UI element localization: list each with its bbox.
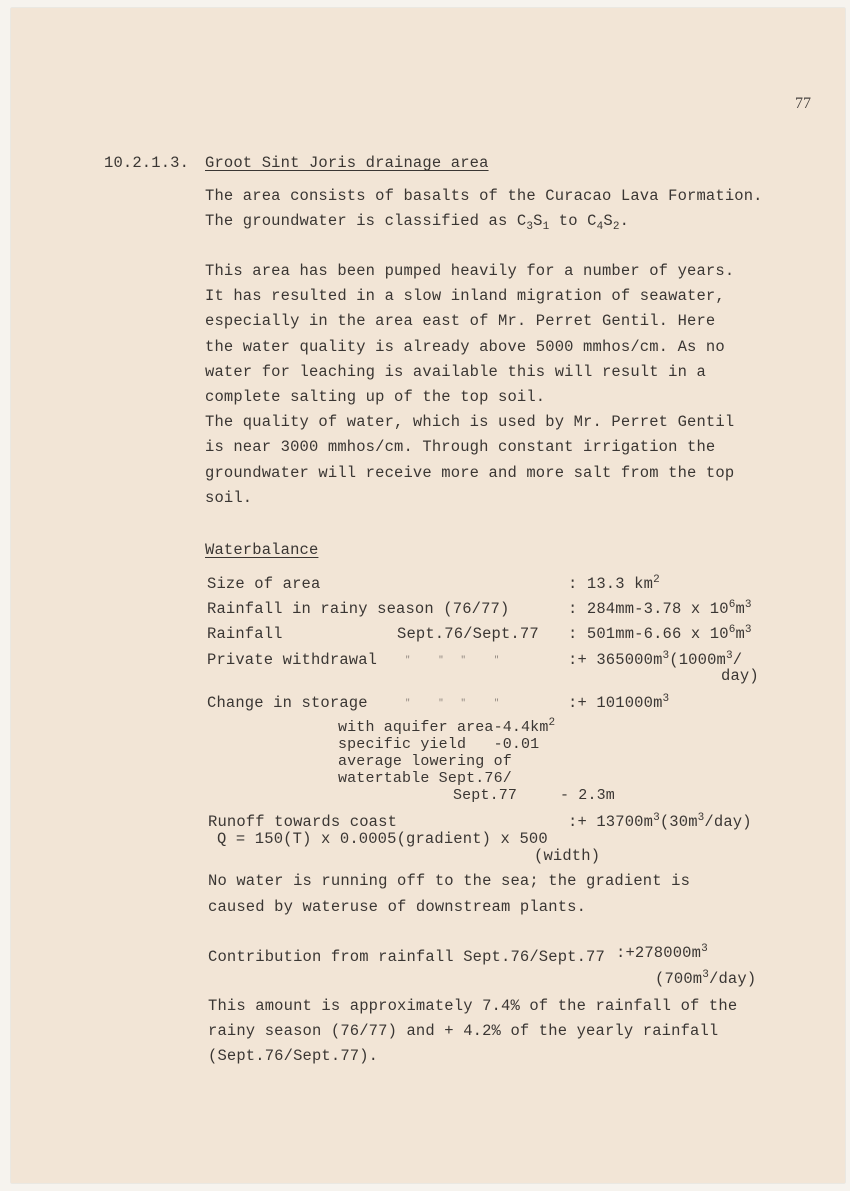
rainy-season-label: Rainfall in rainy season (76/77) [207, 600, 510, 618]
paragraph-1-line: especially in the area east of Mr. Perret Gentil. Here [205, 312, 716, 330]
paragraph-1-line: soil. [205, 489, 253, 507]
lowering-value: - 2.3m [560, 787, 615, 804]
section-title: Groot Sint Joris drainage area [205, 154, 489, 172]
paragraph-1-line: complete salting up of the top soil. [205, 388, 546, 406]
paragraph-1-line: It has resulted in a slow inland migration of seawater, [205, 287, 725, 305]
rainfall-value: : 501mm-6.66 x $10^6m^3$ [568, 623, 752, 643]
specific-yield-line: specific yield -0.01 [338, 736, 540, 753]
ditto-marks: " " " " [405, 655, 500, 665]
waterbalance-heading: Waterbalance [205, 541, 319, 559]
rainfall-label: Rainfall [207, 625, 283, 643]
private-withdrawal-day: day) [721, 667, 759, 685]
intro-line-1: The area consists of basalts of the Curacao Lava Formation. [205, 187, 763, 205]
change-in-storage-value: :+ $101000m^3$ [568, 692, 670, 712]
runoff-formula-width: (width) [534, 847, 601, 865]
contribution-value: $:+278000m^3$ [616, 942, 708, 962]
paragraph-3-line: (Sept.76/Sept.77). [208, 1047, 379, 1065]
paragraph-1-line: This area has been pumped heavily for a number of years. [205, 262, 735, 280]
page-number: 77 [795, 95, 811, 112]
paragraph-3-line: rainy season (76/77) and + 4.2% of the yearly rainfall [208, 1022, 719, 1040]
size-of-area-value: : 13.3 $km^2$ [568, 573, 660, 593]
paragraph-2-line: caused by wateruse of downstream plants. [208, 898, 587, 916]
section-number: 10.2.1.3. [104, 154, 190, 172]
intro-line-2: The groundwater is classified as $C_3S_1$ to $C_4S_2$. [205, 212, 630, 234]
paragraph-1-line: The quality of water, which is used by Mr. Perret Gentil [205, 413, 735, 431]
sept-77: Sept.77 [453, 787, 518, 804]
paragraph-2-line: No water is running off to the sea; the gradient is [208, 872, 691, 890]
contribution-per-day: $(700m^3/day)$ [655, 968, 757, 988]
private-withdrawal-label: Private withdrawal [207, 651, 378, 669]
contribution-label: Contribution from rainfall Sept.76/Sept.77 [208, 948, 605, 966]
rainy-season-value: : 284mm-3.78 x $10^6m^3$ [568, 598, 752, 618]
ditto-marks: " " " " [405, 698, 500, 708]
paragraph-1-line: is near 3000 mmhos/cm. Through constant irrigation the [205, 438, 716, 456]
aquifer-area-line: with aquifer area-$4.4km^2$ [338, 717, 556, 736]
runoff-value: :+ $13700m^3(30m^3/day)$ [568, 811, 752, 831]
average-lowering-line: average lowering of [338, 753, 512, 770]
paragraph-1-line: groundwater will receive more and more salt from the top [205, 464, 735, 482]
watertable-line: watertable Sept.76/ [338, 770, 512, 787]
private-withdrawal-value: :+ $365000m^3(1000m^3/$ [568, 649, 743, 669]
change-in-storage-label: Change in storage [207, 694, 368, 712]
paragraph-1-line: water for leaching is available this will result in a [205, 363, 706, 381]
paragraph-1-line: the water quality is already above 5000 mmhos/cm. As no [205, 338, 725, 356]
paragraph-3-line: This amount is approximately 7.4% of the rainfall of the [208, 997, 738, 1015]
runoff-formula: Q = 150(T) x 0.0005(gradient) x 500 [217, 830, 548, 848]
rainfall-period: Sept.76/Sept.77 [397, 625, 539, 643]
runoff-label: Runoff towards coast [208, 813, 398, 831]
size-of-area-label: Size of area [207, 575, 321, 593]
